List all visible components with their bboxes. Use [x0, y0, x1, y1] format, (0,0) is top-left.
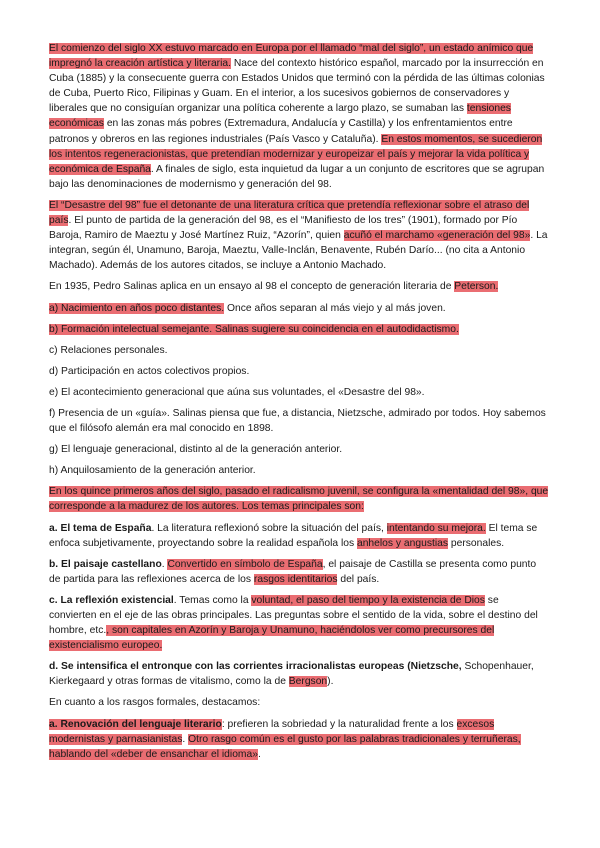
text-run: : prefieren la sobriedad y la naturalidad frente a los	[221, 718, 457, 730]
highlight: acuñó el marchamo «generación del 98»	[343, 230, 531, 242]
text-run: .	[182, 733, 189, 745]
list-item: h) Anquilosamiento de la generación anterior.	[49, 465, 256, 477]
list-item: c) Relaciones personales.	[49, 344, 168, 356]
theme-title: d. Se intensifica el entronque con las corrientes irracionalistas europeas (Nietzsche,	[49, 661, 462, 673]
theme-irracionalismo	[49, 659, 549, 689]
text-run: Nace del contexto histórico español, marcado por la insurrección en Cuba (1885) y la consecuente guerra con Estados Unidos que terminó con la pérdida de las últimas colonias de Cuba, Puerto Rico, Filipinas y Guam. En el interior, a los sucesivos gobiernos de conservadores y liberales que no consiguían organizar una política coherente a largo plazo, se sumaban las	[49, 58, 545, 115]
text-run: se convierten en el eje de las obras principales. Las preguntas sobre el sentido de la vida, sobre el destino del hombre, etc.	[49, 594, 538, 637]
list-item: f) Presencia de un «guía». Salinas piensa que fue, a distancia, Nietzsche, admirado por todos. Hoy sabemos que el filósofo alemán era mal conocido en 1898.	[49, 407, 546, 435]
text-run: en las zonas más pobres (Extremadura, Andalucía y Castilla) y los enfrentamientos entre patronos y obreros en las regiones industriales (País Vasco y Cataluña).	[49, 118, 513, 145]
highlight: Convertido en símbolo de España	[167, 558, 323, 570]
highlight: Otro rasgo común es el gusto por las palabras tradicionales y terruñeras, hablando del «deber de ensanchar el idioma»	[49, 733, 521, 760]
text-run: . La integran, según él, Unamuno, Baroja, Maeztu, Valle-Inclán, Benavente, Rubén Darío... (no cita a Antonio Machado). Además de los autores citados, se incluye a Antonio Machado.	[49, 230, 548, 272]
document-page	[49, 41, 549, 768]
highlight: rasgos identitarios	[253, 573, 338, 585]
intro-paragraph	[49, 41, 549, 192]
text-run: . A finales de siglo, esta inquietud da lugar a un conjunto de escritores que se agrupan bajo las denominaciones de modernismo y generación del 98.	[49, 163, 545, 190]
formal-intro: En cuanto a los rasgos formales, destacamos:	[49, 697, 261, 709]
highlight: Bergson	[288, 676, 328, 688]
list-item: d) Participación en actos colectivos propios.	[49, 365, 250, 377]
highlight: Peterson.	[454, 281, 499, 293]
text-run: .	[161, 558, 168, 570]
list-item: g) El lenguaje generacional, distinto al de la generación anterior.	[49, 444, 343, 456]
highlight: tensiones económicas	[49, 103, 511, 130]
theme-espana	[49, 521, 549, 551]
salinas-paragraph	[49, 279, 549, 294]
list-item: e) El acontecimiento generacional que aúna sus voluntades, el «Desastre del 98».	[49, 386, 425, 398]
desastre-paragraph	[49, 198, 549, 273]
highlight: a. Renovación del lenguaje literario	[49, 718, 222, 730]
theme-title: b. El paisaje castellano	[49, 558, 162, 570]
highlight: anhelos y angustias	[356, 537, 448, 549]
text-run: del país.	[337, 573, 380, 585]
text-run: , el paisaje de Castilla se presenta como punto de partida para las reflexiones acerca de los	[49, 558, 537, 585]
theme-title: c. La reflexión existencial	[49, 594, 174, 606]
highlight: voluntad, el paso del tiempo y la existencia de Dios	[251, 594, 485, 606]
list-item	[49, 301, 549, 316]
text-run: Once años separan al más viejo y al más joven.	[224, 302, 446, 314]
theme-paisaje	[49, 557, 549, 587]
highlight: , son capitales en Azorín y Baroja y Unamuno, haciéndolos ver como precursores del existencialismo europeo.	[49, 625, 495, 652]
list-item	[49, 322, 549, 337]
mentalidad-paragraph	[49, 484, 549, 514]
formal-renovacion	[49, 717, 549, 762]
text-run: El tema se enfoca subjetivamente, proyectando sobre la realidad española los	[49, 522, 538, 549]
highlight: En los quince primeros años del siglo, pasado el radicalismo juvenil, se configura la «mentalidad del 98», que corresponde a la madurez de los autores. Los temas principales son:	[49, 486, 549, 513]
text-run: Schopenhauer, Kierkegaard y otras formas de vitalismo, como la de	[49, 661, 534, 688]
highlight: b) Formación intelectual semejante. Salinas sugiere su coincidencia en el autodidactismo.	[49, 323, 459, 335]
text-run: personales.	[448, 537, 505, 549]
theme-reflexion	[49, 593, 549, 653]
highlight: El “Desastre del 98” fue el detonante de una literatura crítica que pretendía reflexionar sobre el atraso del país	[49, 199, 530, 227]
text-run: . El punto de partida de la generación del 98, es el “Manifiesto de los tres” (1901), formado por Pío Baroja, Ramiro de Maeztu y José Martínez Ruiz, “Azorín”, quien	[49, 215, 518, 242]
text-run: En 1935, Pedro Salinas aplica en un ensayo al 98 el concepto de generación literaria de	[49, 281, 455, 293]
text-run: .	[257, 748, 261, 760]
text-run: . La literatura reflexionó sobre la situación del país,	[151, 522, 387, 534]
highlight: excesos modernistas y parnasianistas	[49, 718, 495, 745]
theme-title: a. El tema de España	[49, 522, 152, 534]
text-run: ).	[327, 676, 334, 688]
text-run: . Temas como la	[173, 594, 252, 606]
highlight: a) Nacimiento en años poco distantes.	[49, 302, 225, 314]
highlight: intentando su mejora.	[386, 522, 486, 534]
highlight: El comienzo del siglo XX estuvo marcado en Europa por el llamado “mal del siglo”, un estado anímico que impregnó la creación artística y literaria.	[49, 43, 534, 70]
highlight: En estos momentos, se sucedieron los intentos regeneracionistas, que pretendían modernizar y europeizar el país y mejorar la vida política y económica de España	[49, 133, 543, 175]
